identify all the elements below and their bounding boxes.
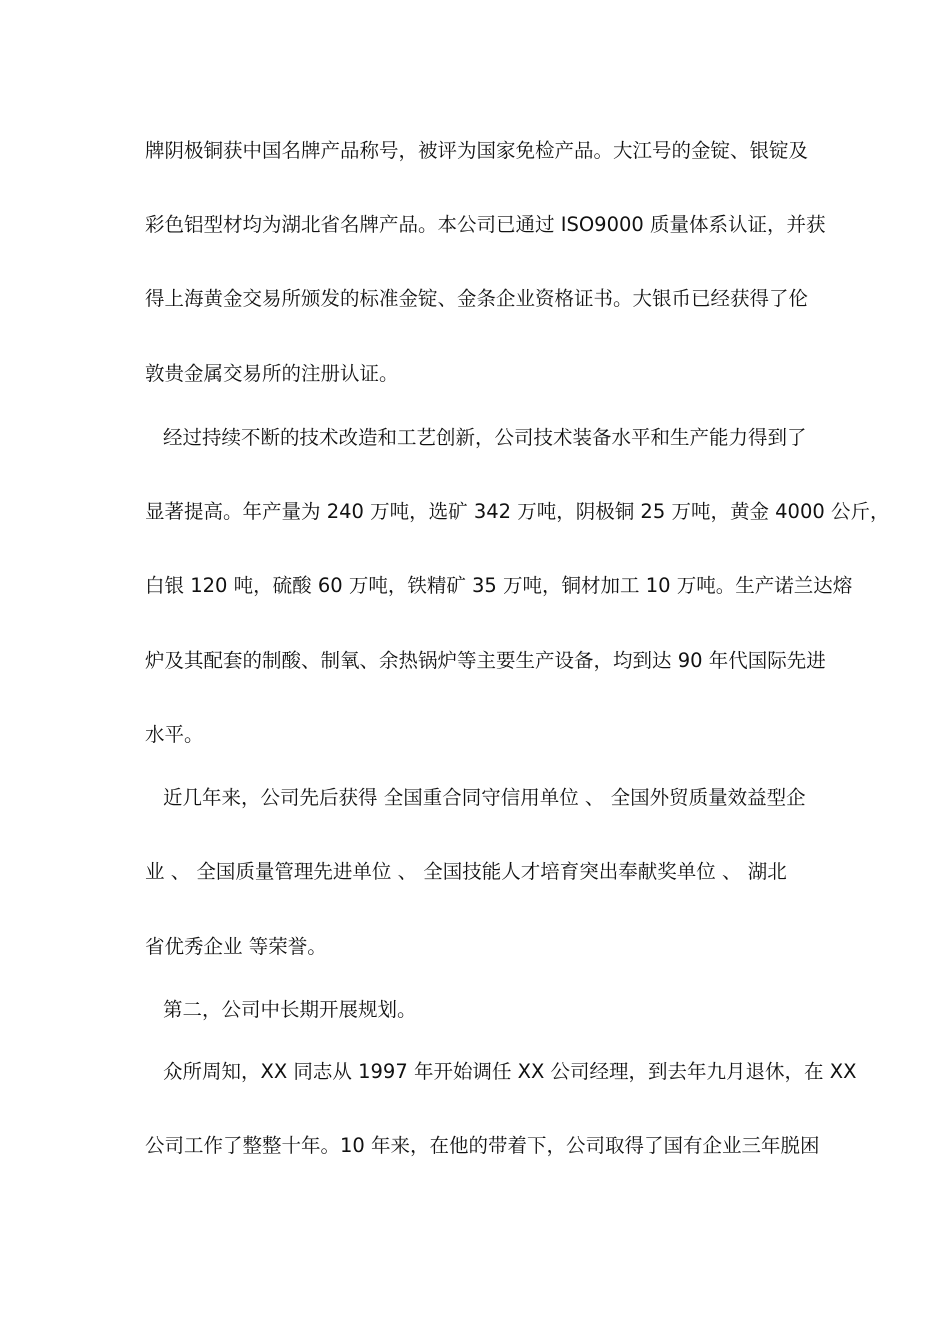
section-heading-line: 第二，公司中长期开展规划。: [163, 998, 417, 1021]
text-line: 敦贵金属交易所的注册认证。: [145, 362, 399, 385]
text-line: 水平。: [145, 723, 204, 746]
paragraph-start-line: 近几年来，公司先后获得 全国重合同守信用单位 、 全国外贸质量效益型企: [163, 786, 806, 809]
text-line: 省优秀企业 等荣誉。: [145, 935, 327, 958]
text-line: 公司工作了整整十年。10 年来，在他的带着下，公司取得了国有企业三年脱困: [145, 1134, 820, 1157]
text-line: 显著提高。年产量为 240 万吨，选矿 342 万吨，阴极铜 25 万吨，黄金 4000 公斤，: [145, 500, 890, 523]
paragraph-start-line: 经过持续不断的技术改造和工艺创新，公司技术装备水平和生产能力得到了: [163, 426, 807, 449]
text-line: 炉及其配套的制酸、制氧、余热锅炉等主要生产设备，均到达 90 年代国际先进: [145, 649, 826, 672]
text-line: 彩色铝型材均为湖北省名牌产品。本公司已通过 ISO9000 质量体系认证，并获: [145, 213, 826, 236]
text-line: 白银 120 吨，硫酸 60 万吨，铁精矿 35 万吨，铜材加工 10 万吨。生产诺兰达熔: [145, 574, 853, 597]
paragraph-start-line: 众所周知，XX 同志从 1997 年开始调任 XX 公司经理，到去年九月退休，在 XX: [163, 1060, 857, 1083]
text-line: 得上海黄金交易所颁发的标准金锭、金条企业资格证书。大银币已经获得了伦: [145, 287, 809, 310]
text-line: 牌阴极铜获中国名牌产品称号，被评为国家免检产品。大江号的金锭、银锭及: [145, 139, 809, 162]
text-line: 业 、 全国质量管理先进单位 、 全国技能人才培育突出奉献奖单位 、 湖北: [145, 860, 787, 883]
